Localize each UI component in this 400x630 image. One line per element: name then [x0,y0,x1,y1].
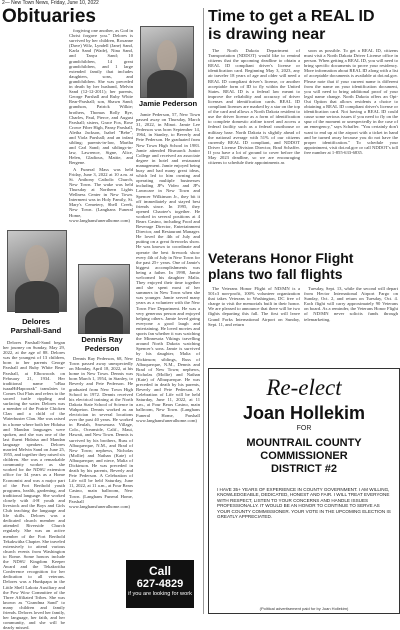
classified-call-box [126,560,194,608]
delores-photo [7,230,67,312]
caption-line: Dennis Ray [81,335,123,344]
jamie-caption [135,100,201,109]
section-title: Obituaries [2,6,96,27]
jamie-photo [140,26,194,98]
ad-office-line: DISTRICT #2 [270,463,337,475]
photo-face [94,277,114,310]
article-paragraph: Tuesday, Sept. 13, while the second will depart from Hector International Airport Fargo on Sunday, Oct. 2, and return on Tuesday, Oct. 4. Each flight will carry approximately 90 Veterans on board. As a reminder, the Veterans Honor Flight of ND/MN never solicits funds through telemarketing. [304,286,398,322]
obit-jamie-text [136,112,200,556]
headline-line: is drawing near [208,26,326,43]
photo-face [25,245,48,283]
dennis-photo [78,264,130,334]
real-id-headline [208,8,398,44]
headline-line: Veterans Honor Flight [208,250,354,266]
obit-paragraph: Jamie Pederson, 57, New Town passed away on Thursday, March 31, 2022, in Minot. Jamie Lee Pederson was born September 14, 1964, in Stanley, to Beverly and Pete Pederson. He graduated from New Town High School in 1983. Jamie attended Bismarck Junior College and received an associate degree in hotel and restaurant management. Jamie enjoyed being busy and had many great ideas, which led to him owning and operating multiple businesses including JP's Video and JP's Lawncare in New Town and Spencer Wilkinson Jr., they bit it off immediately and stayed best friends since. In 1995, they opened Chaotee's together. He worked in several positions at 4 Bears Casino, including Food and Beverage Director, Entertainment Director, and Restaurant Manager. He loved the 4th of July and putting on a great fireworks show. He was known to coordinate and operate the best firework show every 4th of July in New Town for the past 25+ years. One of Jamie's biggest accomplishments was being a father. In 1998, Jamie welcomed his daughter Malia. They enjoyed their time together and she spent most of her summers in New Town when she was younger. Jamie served many years as a volunteer with the New Town Fire Department. He was a very generous person and enjoyed helping others. Jamie loved going everyone a good laugh and entertaining. He loved movies and sports fan whether it was watching the Minnesota Vikings travelling around North Dakota watching Spencer's sons. Jamie is survived by his daughter, Malia of Dickinson; siblings, Russ of Albuquerque, N.M., Dennis and Brad of New Town; nephews, Nicholas (Mollie) and Nathan (Kate) of Albuquerque. He was preceded in death by his parents, Beverly and Pete Pederson. A Celebration of Life will be held Saturday, June 11, 2022, at 11 a.m., at Four Bears Casino, main ballroom, New Town. (Langhans Funeral Home, Parshall www.langhansfuneralhome.com) [136,112,200,423]
obit-dennis-text [69,356,133,612]
ad-body: I HAVE 35+ YEARS OF EXPERIENCE IN COUNTY GOVERNMENT. I AM WILLING, KNOWLEDGEABLE, DEDICATED, HONEST AND FAIR. I WILL TREAT EVERYONE WITH RESPECT, LISTEN TO YOUR CONCERNS AND HANDLE ISSUES PROFESSIONALLY. IT WOULD BE AN HONOR TO CONTINUE TO SERVE AS YOUR COUNTY COMMISSIONER. YOUR VOTE IN THE UPCOMING ELECTION IS GREATLY APPRECIATED. [217,487,391,520]
ad-office-line: MOUNTRAIL COUNTY [246,437,362,449]
page-header-text: 2— New Town News, Friday, June 10, 2022 [2,0,99,6]
delores-caption [2,318,70,335]
callbox-note: if you are looking for work [128,591,192,597]
photo-face [157,40,178,74]
article-paragraph: The Veterans Honor Flight of ND/MN is a 501c3 non-profit, 100% volunteer organization that takes Veterans to Washington, DC free of charge to visit the memorials built in their honor. We are pleased to announce that there will be two flights departing this fall. The first will leave Grand Forks International Airport on Sunday, Sept. 11, and return [208,286,300,327]
real-id-col2 [304,48,398,244]
caption-line: Delores [22,317,50,326]
veterans-headline [208,250,398,282]
ad-for: FOR [296,425,312,432]
obit-delores-col1 [69,28,133,260]
real-id-col1 [208,48,300,244]
obit-paragraph: forgiving one another, as God in Christ forgave you." Delores is survived by her children, Roxanne (Dave) Wilz, Lyndell (Jane) Sand, Karla Sand (Wade), Nina Sand, and Tanya Sand; 10 grandchildren, 14 great grandchildren, and 1 large extended family that includes daughters, sons, and grandchildren. She was preceded in death by her husband, Melvin Sand (12-12-2011); her parents, George Parshall and Ruby White Rear-Parshall; son, Shawn Sand; grandson, Patrick Wilkie; brothers, Thomas Rolly Rye, Charles, Paul, Pierce, and August Parshall; sisters, Grace Fox, Rose Crowe Fiber High, Pansy Parshall, Aletha Jackson, Isabel "Bebe", and Viola Parshall; and an infant sibling; parents-in-law, Martha and Carl Sand; and siblings-in-law, Lawrence, Signe, Alice, Helen, Gladious, Mattie, and Bergene. [69,28,133,166]
dennis-caption [69,336,135,353]
headline-line: Time to get a REAL ID [208,8,375,25]
photo-shoulders [15,281,59,313]
ad-office-line: COMMISSIONER [260,450,348,462]
obit-paragraph: Delores Parshall-Sand began her journey on Sunday, May 29, 2022, at the age of 88. Delores was the youngest of 13 children, born to her parents George Parshall and Ruby White Bear-Parshall, at Elbowoods on February 21, 1934. Her traditional name "oBaa tsaaaHtHapoorak" translates to Comes Out Flats and refers to the sacred turtle rippling and surfacing the water. Delores was a member of the Prairie Chicken Clan and a child of the Waterbuster Clan. She was raised in a home where both her Hidatsa and Mandan languages were spoken, and she was one of the last fluent Hidatsa and Mandan language speakers. Delores married Melvin Sand on June 25, 1955, and together they raised six children. She was a remarkable community worker as she worked for the NDSU extension office for 34 years as a Home Economist and was a major part of the Fort Berthold youth programs, health, gardening, and traditional language. She worked closely with 4-H youth and livestock and the Boys and Girls Club teaching the language and life skills. Delores was a dedicated church member and attended Riverside Church regularly. She was an active member of the Fort Berthold Tekakwitha Chapter. She traveled extensively to attend various church events from Washington to Rome. Some honors include the NDSU Kingdom Keeper Award and the Tekakwitha Conference recognition for her dedication to all veterans. Delores was a Hunkpapa in the Little Shell Lakota Auxiliary and the Pow Wow Committee of the Three Affiliated Tribes. She was known as "Grandma Sand" to many children and family friends. Delores loved her family, her language, her faith, and her community, and she will be dearly missed. [3,340,65,630]
veterans-col2 [304,286,398,362]
veterans-col1 [208,286,300,362]
ad-candidate-name: Joan Hollekim [242,403,366,423]
obit-paragraph: A Funeral Mass was held Friday, June 3, 2022 at 10 a.m. at St. Anthony Catholic Church, New Town. The wake was held Thursday at Northern Lights Wellness Center in New Town. Interment was in Holy Family, St. Mary's Cemetery, Shell Creek, New Town. (Langhans Funeral Home, www.langhansfuneralhome.com) [69,166,133,223]
photo-shoulders [147,70,187,98]
callbox-call: Call [148,564,171,578]
ad-paid-for: (Political advertisement paid for by Joan Hollekim) [259,606,349,611]
headline-line: plans two fall flights [208,266,343,282]
caption-line: Parshall-Sand [10,325,62,335]
callbox-phone: 627-4829 [136,578,184,590]
photo-shoulders [85,307,123,334]
article-paragraph: The North Dakota Department of Transportation (NDDOT) would like to remind citizens that the upcoming deadline to obtain a REAL ID compliant driver's license or identification card. Beginning May 3, 2023, any air traveler 18 years of age and older will need a REAL ID compliant driver's license, or another acceptable form of ID to fly within the United States. REAL ID is a federal law meant to improve the reliability and accuracy of driver licenses and identification cards. REAL ID compliant licenses are marked by a star on the top of the card and allows a North Dakota resident to use the driver license as a form of identification to complete domestic airline travel and access a federal facility such as a federal courthouse or military base. North Dakota is slightly ahead of the national average with 51% of our citizens currently REAL ID compliant, and NDDOT Driver License Division Director, Brad Schaffer. If you have a lot of ground to cover before the May 2023 deadline, so we are encouraging citizens to schedule their appointments as [208,48,300,166]
obit-delores-col0 [3,340,65,630]
caption-line: Pederson [84,343,120,353]
ad-reelect: Re-elect [266,375,342,400]
obit-paragraph: Dennis Ray Pederson, 68, New Town passed away unexpectedly on Monday, April 18, 2022, at his home in New Town. Dennis was born March 1, 1954, in Stanley, to Beverly and Pete Pederson. He graduated from New Town High School in 1972. Dennis received his electrical training at the North Dakota State School of Science in Wahpeton. Dennis worked as an electrician in several locations over the past 40 years. He worked in Beulah, Snowmass Village, Colo., Oceanside, Calif., Maui, Hawaii, and New Town. Dennis is survived by his brothers, Russ of Albuquerque, N.M., and Brad of New Town; nephews, Nicholas (Mollie) and Nathan (Kate) of Albuquerque; and niece, Malia of Dickinson. He was preceded in death by his parents, Beverly and Pete Pederson. A Celebration of Life will be held Saturday, June 11, 2022, at 11 a.m., at Four Bears Casino, main ballroom, New Town. (Langhans Funeral Home, Parshall www.langhansfuneralhome.com) [69,356,133,509]
caption-line: Jamie Pederson [138,99,198,108]
political-ad [208,368,400,614]
ad-office [209,437,399,476]
article-paragraph: soon as possible. To get a REAL ID, citizens must visit a North Dakota Driver License office in person. When getting a REAL ID, you will need to bring specific documents to prove your residency. More information about REAL ID along with a list of acceptable documents is available at dot.nd.gov. Please note that if your current name is different from the name on your identification document, you will need to bring additional proof of your legal name change. North Dakota offers an Opt-Out Option that allows residents a choice to obtaining a REAL ID compliant driver's license or identification card. Not having a REAL ID could cause some serious issues if you need to fly on the spur of the moment or unexpectedly in the case of an emergency," says Schaffer. "You certainly don't want to end up at the airport with a ticket in hand and be turned away because you do not have the proper identification." To schedule your appointment, visit dot.nd.gov or call NDDOT's toll free number at 1-855-633-6835. [304,48,398,155]
column-divider [203,8,204,614]
